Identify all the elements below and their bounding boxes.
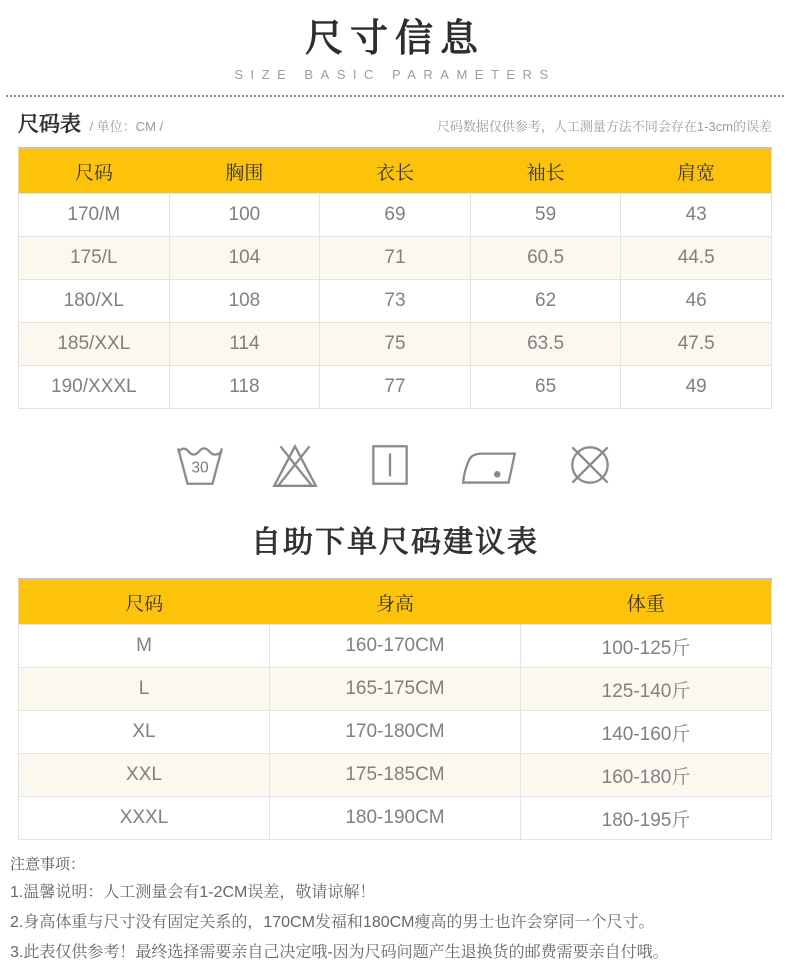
table-row (19, 280, 772, 323)
table-cell: 43 (621, 194, 772, 237)
table-cell: 175/L (19, 237, 170, 280)
page-title: 尺寸信息 (304, 18, 485, 60)
table-row (19, 194, 772, 237)
table-cell: XXL (19, 754, 270, 797)
table-cell: 100 (169, 194, 320, 237)
column-header: 体重 (521, 579, 772, 625)
table-cell: 59 (470, 194, 621, 237)
table-cell: 190/XXXL (19, 366, 170, 409)
table-cell: 69 (320, 194, 471, 237)
table-cell: 60.5 (470, 237, 621, 280)
table-cell: M (19, 625, 270, 668)
svg-text:30: 30 (191, 459, 209, 477)
table-cell: 62 (470, 280, 621, 323)
table-row (19, 323, 772, 366)
notes-heading: 注意事项： (10, 856, 86, 873)
table-cell: 180-195斤 (521, 797, 772, 840)
table-cell: 77 (320, 366, 471, 409)
suggestion-table-wrap (0, 578, 790, 840)
care-icons-row (0, 439, 790, 491)
table-cell: 49 (621, 366, 772, 409)
table-cell: 108 (169, 280, 320, 323)
table-row (19, 711, 772, 754)
page-header (0, 0, 790, 82)
table-cell: 114 (169, 323, 320, 366)
measurement-disclaimer: 尺码数据仅供参考，人工测量方法不同会存在1-3cm的误差 (436, 119, 772, 134)
table-cell: 165-175CM (270, 668, 521, 711)
table-cell: XL (19, 711, 270, 754)
no-bleach-icon (269, 439, 321, 491)
size-chart-label-group (18, 108, 163, 138)
table-cell: 71 (320, 237, 471, 280)
table-cell: 44.5 (621, 237, 772, 280)
table-cell: 100-125斤 (521, 625, 772, 668)
table-row (19, 625, 772, 668)
table-row (19, 797, 772, 840)
iron-low-icon (459, 439, 521, 491)
wash-30-icon (174, 439, 226, 491)
column-header: 肩宽 (621, 148, 772, 194)
table-cell: 118 (169, 366, 320, 409)
table-cell: 170-180CM (270, 711, 521, 754)
size-table-header-row (19, 148, 772, 194)
column-header: 尺码 (19, 148, 170, 194)
table-cell: 65 (470, 366, 621, 409)
size-chart-label: 尺码表 (18, 113, 81, 136)
table-cell: 185/XXL (19, 323, 170, 366)
table-cell: 46 (621, 280, 772, 323)
table-cell: 160-180斤 (521, 754, 772, 797)
note-item: 1.温馨说明：人工测量会有1-2CM误差，敬请谅解！ (10, 884, 376, 901)
suggestion-table-header-row (19, 579, 772, 625)
table-row (19, 237, 772, 280)
table-cell: 73 (320, 280, 471, 323)
column-header: 身高 (270, 579, 521, 625)
table-cell: 180-190CM (270, 797, 521, 840)
table-row (19, 668, 772, 711)
column-header: 尺码 (19, 579, 270, 625)
table-cell: 180/XL (19, 280, 170, 323)
table-cell: XXXL (19, 797, 270, 840)
table-cell: 160-170CM (270, 625, 521, 668)
size-chart-subheader (0, 97, 790, 138)
notes-section (0, 840, 790, 968)
table-cell: 63.5 (470, 323, 621, 366)
page-subtitle: SIZE BASIC PARAMETERS (234, 67, 556, 82)
table-cell: 125-140斤 (521, 668, 772, 711)
column-header: 袖长 (470, 148, 621, 194)
table-row (19, 754, 772, 797)
table-row (19, 366, 772, 409)
table-cell: 140-160斤 (521, 711, 772, 754)
table-cell: 175-185CM (270, 754, 521, 797)
table-cell: L (19, 668, 270, 711)
suggestion-table (18, 578, 772, 840)
suggestion-section-title: 自助下单尺码建议表 (251, 526, 539, 559)
column-header: 衣长 (320, 148, 471, 194)
table-cell: 47.5 (621, 323, 772, 366)
note-item: 3.此表仅供参考！最终选择需要亲自己决定哦-因为尺码问题产生退换货的邮费需要亲自付哦。 (10, 944, 669, 961)
no-dryclean-icon (564, 439, 616, 491)
table-cell: 104 (169, 237, 320, 280)
table-cell: 170/M (19, 194, 170, 237)
column-header: 胸围 (169, 148, 320, 194)
note-item: 2.身高体重与尺寸没有固定关系的，170CM发福和180CM瘦高的男士也许会穿同一个尺寸。 (10, 914, 655, 931)
table-cell: 75 (320, 323, 471, 366)
unit-label: / 单位：CM / (89, 119, 164, 134)
size-table (18, 147, 772, 409)
drip-dry-icon (364, 439, 416, 491)
